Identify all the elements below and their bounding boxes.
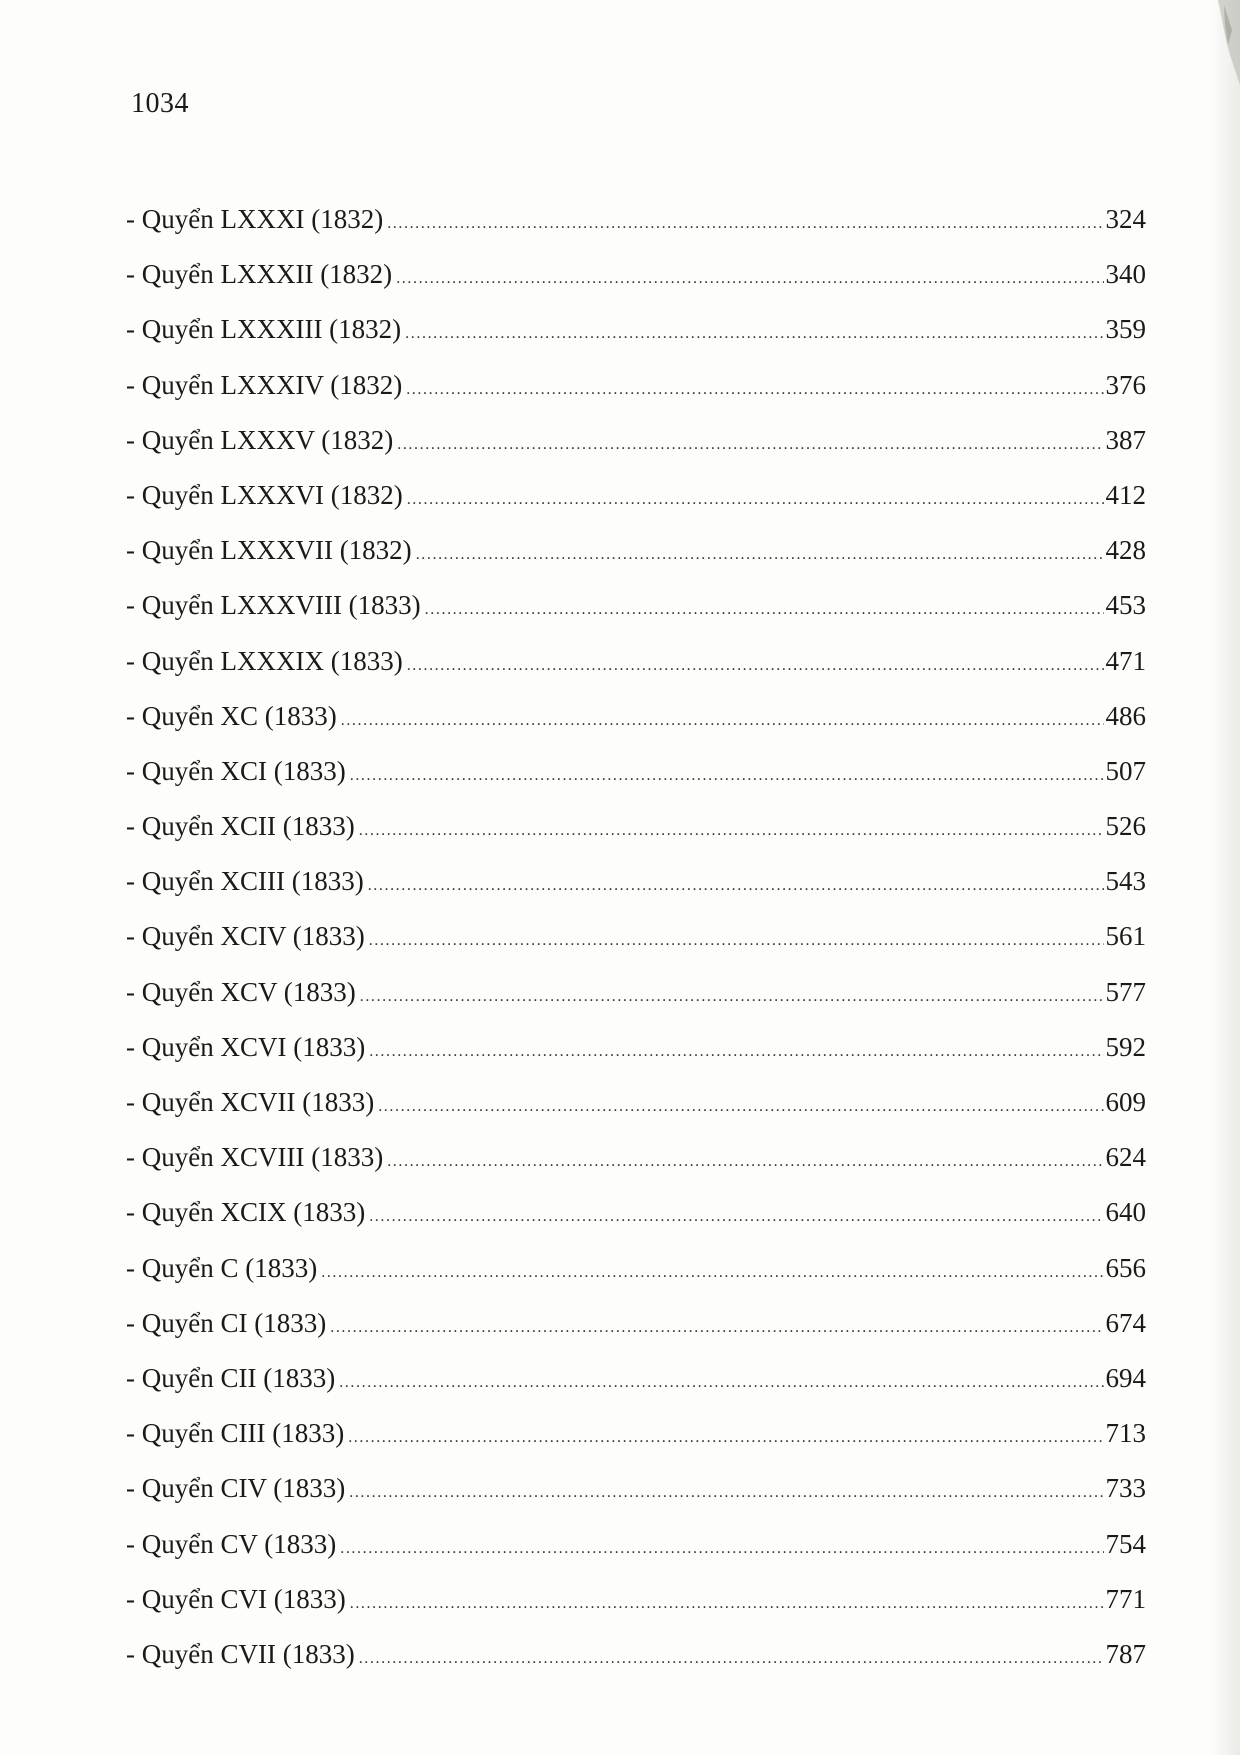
toc-entry-label: - Quyển LXXXII (1832) (126, 259, 393, 290)
toc-dot-leader (321, 1264, 1103, 1282)
toc-entry-label: - Quyển CVI (1833) (126, 1583, 346, 1614)
toc-entry-label: - Quyển CVII (1833) (126, 1638, 355, 1669)
toc-dot-leader (348, 1429, 1103, 1447)
toc-entry-page: 733 (1105, 1473, 1146, 1504)
toc-entry-label: - Quyển CIII (1833) (126, 1418, 345, 1449)
toc-dot-leader (387, 215, 1103, 233)
toc-entry-page: 640 (1105, 1197, 1146, 1228)
toc-entry (126, 921, 1146, 976)
toc-dot-leader (397, 436, 1103, 454)
toc-entry (126, 1363, 1146, 1418)
toc-dot-leader (378, 1098, 1103, 1116)
toc-entry-page: 694 (1105, 1362, 1146, 1393)
toc-dot-leader (407, 657, 1104, 675)
toc-entry-label: - Quyển LXXXIV (1832) (126, 369, 403, 400)
page-edge-shadow (1210, 0, 1240, 1755)
toc-dot-leader (406, 381, 1103, 399)
toc-entry (126, 701, 1146, 756)
toc-dot-leader (369, 1043, 1103, 1061)
toc-entry-label: - Quyển LXXXVIII (1833) (126, 590, 421, 621)
toc-entry (126, 1473, 1146, 1528)
toc-entry-label: - Quyển XC (1833) (126, 700, 337, 731)
toc-entry-page: 340 (1105, 259, 1146, 290)
toc-entry-label: - Quyển CII (1833) (126, 1362, 336, 1393)
toc-entry-label: - Quyển CIV (1833) (126, 1473, 346, 1504)
toc-entry-page: 577 (1105, 976, 1146, 1007)
toc-entry (126, 1142, 1146, 1197)
toc-entry-page: 713 (1105, 1418, 1146, 1449)
toc-entry-page: 324 (1105, 204, 1146, 234)
toc-entry-page: 787 (1105, 1638, 1146, 1669)
toc-dot-leader (350, 767, 1104, 785)
toc-dot-leader (359, 822, 1104, 840)
toc-entry-label: - Quyển XCIII (1833) (126, 866, 364, 897)
toc-entry-label: - Quyển XCVIII (1833) (126, 1142, 384, 1173)
toc-entry-page: 624 (1105, 1142, 1146, 1173)
toc-entry-page: 507 (1105, 755, 1146, 786)
toc-entry-label: - Quyển LXXXI (1832) (126, 204, 384, 234)
toc-dot-leader (359, 1650, 1104, 1668)
toc-entry-page: 486 (1105, 700, 1146, 731)
toc-entry-label: - Quyển CI (1833) (126, 1307, 327, 1338)
toc-entry (126, 1308, 1146, 1363)
toc-entry-page: 453 (1105, 590, 1146, 621)
page-number: 1034 (131, 88, 189, 119)
toc-entry-label: - Quyển XCVI (1833) (126, 1031, 366, 1062)
toc-entry-label: - Quyển XCVII (1833) (126, 1087, 375, 1117)
toc-entry-label: - Quyển XCV (1833) (126, 976, 356, 1007)
toc-entry (126, 370, 1146, 425)
toc-entry (126, 535, 1146, 590)
toc-entry-page: 771 (1105, 1583, 1146, 1614)
toc-dot-leader (369, 932, 1104, 950)
toc-entry (126, 425, 1146, 480)
toc-entry (126, 977, 1146, 1032)
toc-dot-leader (416, 546, 1104, 564)
toc-entry-page: 592 (1105, 1031, 1146, 1062)
toc-dot-leader (396, 270, 1103, 288)
toc-dot-leader (330, 1319, 1103, 1337)
toc-dot-leader (368, 877, 1104, 895)
toc-entry-label: - Quyển CV (1833) (126, 1528, 337, 1559)
toc-entry (126, 590, 1146, 645)
toc-entry-page: 387 (1105, 424, 1146, 455)
toc-dot-leader (341, 712, 1104, 730)
toc-entry-page: 526 (1105, 811, 1146, 842)
toc-dot-leader (405, 325, 1103, 343)
toc-entry-page: 656 (1105, 1252, 1146, 1283)
toc-entry (126, 259, 1146, 314)
toc-entry (126, 1584, 1146, 1639)
toc-entry (126, 756, 1146, 811)
toc-entry (126, 866, 1146, 921)
toc-entry (126, 1418, 1146, 1473)
toc-dot-leader (425, 601, 1104, 619)
toc-entry-page: 412 (1105, 479, 1146, 510)
toc-dot-leader (360, 988, 1104, 1006)
toc-entry-label: - Quyển XCIV (1833) (126, 921, 365, 952)
toc-entry-label: - Quyển XCIX (1833) (126, 1197, 366, 1228)
toc-entry (126, 314, 1146, 369)
toc-entry (126, 1197, 1146, 1252)
toc-dot-leader (387, 1153, 1103, 1171)
toc-entry (126, 1639, 1146, 1694)
toc-entry-label: - Quyển LXXXV (1832) (126, 424, 394, 455)
toc-entry-page: 674 (1105, 1307, 1146, 1338)
toc-entry-page: 543 (1105, 866, 1146, 897)
toc-dot-leader (340, 1540, 1103, 1558)
scan-corner-mark (1180, 0, 1240, 90)
toc-entry-label: - Quyển C (1833) (126, 1252, 318, 1283)
toc-entry-page: 609 (1105, 1087, 1146, 1117)
table-of-contents (126, 204, 1146, 1694)
toc-entry (126, 646, 1146, 701)
toc-entry-label: - Quyển XCI (1833) (126, 755, 346, 786)
toc-entry-page: 359 (1105, 314, 1146, 345)
toc-entry (126, 1087, 1146, 1142)
toc-entry (126, 480, 1146, 535)
toc-entry (126, 811, 1146, 866)
toc-entry-label: - Quyển LXXXIII (1832) (126, 314, 402, 345)
toc-entry-page: 561 (1105, 921, 1146, 952)
toc-entry (126, 1529, 1146, 1584)
toc-entry-label: - Quyển LXXXVII (1832) (126, 535, 412, 566)
toc-entry-page: 754 (1105, 1528, 1146, 1559)
toc-entry-label: - Quyển XCII (1833) (126, 811, 355, 842)
toc-dot-leader (349, 1484, 1103, 1502)
toc-dot-leader (407, 491, 1104, 509)
toc-entry-page: 428 (1105, 535, 1146, 566)
toc-entry-label: - Quyển LXXXIX (1833) (126, 645, 403, 676)
toc-entry-page: 471 (1105, 645, 1146, 676)
toc-dot-leader (350, 1595, 1104, 1613)
toc-entry-label: - Quyển LXXXVI (1832) (126, 479, 403, 510)
toc-dot-leader (369, 1208, 1103, 1226)
toc-dot-leader (339, 1374, 1103, 1392)
toc-entry (126, 204, 1146, 259)
toc-entry (126, 1032, 1146, 1087)
toc-entry-page: 376 (1105, 369, 1146, 400)
toc-entry (126, 1253, 1146, 1308)
